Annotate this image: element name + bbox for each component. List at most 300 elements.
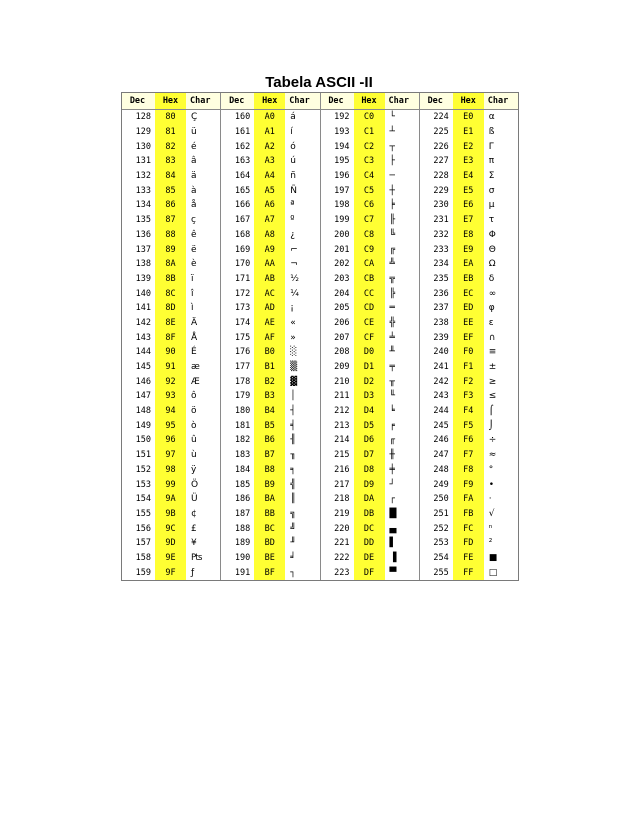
char-cell: ┼	[389, 185, 395, 196]
table-row	[420, 257, 518, 272]
hex-cell: AC	[254, 286, 285, 301]
char-cell: ╗	[290, 508, 296, 519]
table-row	[420, 154, 518, 169]
char-cell: ▐	[389, 552, 397, 563]
dec-cell: 239	[433, 332, 449, 343]
hex-cell: C2	[354, 139, 385, 154]
dec-cell: 221	[334, 538, 350, 549]
table-row	[420, 110, 518, 125]
dec-cell: 185	[234, 479, 251, 490]
table-row	[321, 418, 419, 433]
hex-cell: CF	[354, 330, 385, 345]
table-row	[122, 374, 220, 389]
hex-cell: F9	[453, 477, 484, 492]
table-row	[321, 139, 419, 154]
table-row	[221, 477, 319, 492]
hex-cell: B5	[254, 418, 285, 433]
dec-cell: 229	[433, 185, 449, 196]
dec-cell: 175	[234, 332, 251, 343]
dec-cell: 228	[433, 171, 449, 182]
char-cell: ╕	[290, 464, 296, 475]
char-cell: á	[290, 112, 296, 123]
ascii-table	[121, 92, 519, 581]
hex-header: Hex	[453, 93, 484, 109]
char-cell: ⌡	[488, 420, 494, 431]
dec-cell: 203	[334, 273, 350, 284]
char-cell: ╙	[389, 391, 395, 402]
header-row	[221, 93, 319, 110]
hex-cell: CE	[354, 316, 385, 331]
char-cell: ╒	[389, 420, 395, 431]
dec-cell: 172	[234, 288, 251, 299]
header-row	[321, 93, 419, 110]
char-cell: û	[191, 435, 197, 446]
dec-cell: 237	[433, 303, 449, 314]
char-cell: ÷	[488, 435, 497, 446]
dec-cell: 192	[334, 112, 350, 123]
hex-cell: F6	[453, 433, 484, 448]
char-cell: □	[488, 567, 498, 578]
char-cell: ╖	[290, 450, 296, 461]
dec-cell: 246	[433, 435, 449, 446]
table-row	[321, 536, 419, 551]
hex-cell: BE	[254, 551, 285, 566]
hex-cell: C3	[354, 154, 385, 169]
hex-cell: EE	[453, 316, 484, 331]
hex-cell: E8	[453, 228, 484, 243]
table-row	[420, 272, 518, 287]
char-header: Char	[289, 96, 310, 106]
table-row	[321, 316, 419, 331]
table-row	[221, 345, 319, 360]
dec-cell: 243	[433, 391, 449, 402]
dec-cell: 225	[433, 127, 449, 138]
dec-cell: 196	[334, 171, 350, 182]
table-row	[221, 257, 319, 272]
dec-cell: 165	[234, 185, 251, 196]
char-cell: ü	[191, 127, 197, 138]
dec-cell: 220	[334, 523, 350, 534]
char-header: Char	[388, 96, 409, 106]
char-cell: █	[389, 508, 397, 519]
hex-cell: 96	[155, 433, 186, 448]
hex-cell: 9C	[155, 521, 186, 536]
table-block	[220, 93, 319, 580]
table-row	[122, 521, 220, 536]
dec-cell: 219	[334, 508, 350, 519]
dec-cell: 157	[135, 538, 151, 549]
dec-cell: 134	[135, 200, 151, 211]
table-row	[321, 345, 419, 360]
dec-cell: 199	[334, 215, 350, 226]
dec-header: Dec	[328, 96, 344, 106]
table-row	[221, 536, 319, 551]
char-cell: ä	[191, 171, 197, 182]
dec-cell: 238	[433, 317, 449, 328]
dec-cell: 249	[433, 479, 449, 490]
char-cell: ╔	[389, 244, 395, 255]
table-row	[122, 257, 220, 272]
hex-cell: BF	[254, 565, 285, 580]
table-row	[321, 110, 419, 125]
dec-cell: 255	[433, 567, 449, 578]
dec-cell: 186	[234, 494, 251, 505]
dec-cell: 214	[334, 435, 350, 446]
hex-cell: FA	[453, 492, 484, 507]
char-header: Char	[190, 96, 211, 106]
dec-cell: 194	[334, 141, 350, 152]
dec-cell: 174	[234, 317, 251, 328]
char-cell: ╡	[290, 420, 296, 431]
hex-cell: FF	[453, 565, 484, 580]
char-cell: ¡	[290, 303, 294, 314]
hex-cell: FD	[453, 536, 484, 551]
hex-cell: BA	[254, 492, 285, 507]
hex-cell: DF	[354, 565, 385, 580]
table-row	[420, 286, 518, 301]
char-cell: ∩	[488, 332, 496, 343]
dec-cell: 143	[135, 332, 151, 343]
hex-cell: B3	[254, 389, 285, 404]
dec-cell: 212	[334, 406, 350, 417]
char-cell: ô	[191, 391, 197, 402]
char-cell: ╨	[389, 347, 395, 358]
hex-cell: 98	[155, 463, 186, 478]
table-row	[122, 183, 220, 198]
hex-cell: DD	[354, 536, 385, 551]
table-row	[122, 286, 220, 301]
dec-cell: 204	[334, 288, 350, 299]
hex-cell: EF	[453, 330, 484, 345]
hex-cell: E6	[453, 198, 484, 213]
table-row	[321, 507, 419, 522]
table-block	[320, 93, 419, 580]
char-cell: │	[290, 391, 296, 402]
hex-cell: E7	[453, 213, 484, 228]
dec-cell: 188	[234, 523, 251, 534]
table-row	[420, 448, 518, 463]
table-row	[420, 374, 518, 389]
dec-cell: 154	[135, 494, 151, 505]
table-row	[420, 183, 518, 198]
dec-cell: 145	[135, 362, 151, 373]
hex-cell: 82	[155, 139, 186, 154]
table-row	[221, 360, 319, 375]
dec-header: Dec	[427, 96, 443, 106]
table-row	[321, 301, 419, 316]
hex-cell: F5	[453, 418, 484, 433]
hex-cell: B9	[254, 477, 285, 492]
dec-cell: 235	[433, 273, 449, 284]
hex-cell: EB	[453, 272, 484, 287]
dec-cell: 201	[334, 244, 350, 255]
char-cell: ·	[488, 494, 492, 505]
table-row	[420, 507, 518, 522]
char-cell: Σ	[488, 171, 495, 182]
char-cell: ì	[191, 303, 194, 314]
hex-cell: E2	[453, 139, 484, 154]
table-row	[420, 360, 518, 375]
table-row	[221, 169, 319, 184]
dec-cell: 195	[334, 156, 350, 167]
char-cell: ñ	[290, 171, 296, 182]
table-row	[321, 433, 419, 448]
char-cell: ╧	[389, 332, 395, 343]
char-cell: ╘	[389, 406, 395, 417]
table-row	[221, 433, 319, 448]
char-cell: ù	[191, 450, 197, 461]
char-cell: ²	[488, 538, 493, 549]
table-row	[221, 213, 319, 228]
char-cell: ║	[290, 494, 296, 505]
dec-cell: 135	[135, 215, 151, 226]
hex-cell: E3	[453, 154, 484, 169]
hex-cell: 8B	[155, 272, 186, 287]
table-row	[122, 360, 220, 375]
dec-cell: 182	[234, 435, 251, 446]
dec-cell: 162	[234, 141, 251, 152]
dec-cell: 152	[135, 464, 151, 475]
hex-cell: 9D	[155, 536, 186, 551]
dec-cell: 251	[433, 508, 449, 519]
table-row	[122, 404, 220, 419]
hex-cell: 83	[155, 154, 186, 169]
dec-cell: 218	[334, 494, 350, 505]
table-row	[122, 433, 220, 448]
char-cell: Å	[191, 332, 198, 343]
table-row	[321, 551, 419, 566]
hex-cell: D0	[354, 345, 385, 360]
char-cell: ╪	[389, 464, 395, 475]
dec-cell: 208	[334, 347, 350, 358]
table-row	[321, 448, 419, 463]
table-row	[420, 404, 518, 419]
char-cell: ╬	[389, 317, 395, 328]
dec-cell: 130	[135, 141, 151, 152]
hex-cell: E4	[453, 169, 484, 184]
hex-cell: D3	[354, 389, 385, 404]
hex-cell: FB	[453, 507, 484, 522]
table-row	[122, 507, 220, 522]
hex-cell: 90	[155, 345, 186, 360]
table-row	[122, 242, 220, 257]
dec-cell: 200	[334, 229, 350, 240]
table-row	[420, 169, 518, 184]
dec-cell: 197	[334, 185, 350, 196]
dec-cell: 178	[234, 376, 251, 387]
hex-cell: DA	[354, 492, 385, 507]
dec-cell: 144	[135, 347, 151, 358]
table-row	[122, 330, 220, 345]
dec-cell: 183	[234, 450, 251, 461]
dec-cell: 153	[135, 479, 151, 490]
table-row	[321, 389, 419, 404]
dec-cell: 207	[334, 332, 350, 343]
char-cell: µ	[488, 200, 495, 211]
table-row	[122, 316, 220, 331]
hex-cell: A8	[254, 228, 285, 243]
dec-cell: 191	[234, 567, 251, 578]
char-cell: è	[191, 259, 197, 270]
table-row	[221, 154, 319, 169]
char-cell: ò	[191, 420, 197, 431]
char-cell: ¥	[191, 538, 197, 549]
table-row	[122, 154, 220, 169]
hex-cell: 8A	[155, 257, 186, 272]
dec-cell: 146	[135, 376, 151, 387]
hex-cell: B2	[254, 374, 285, 389]
dec-cell: 240	[433, 347, 449, 358]
dec-cell: 168	[234, 229, 251, 240]
char-cell: Ç	[191, 112, 198, 123]
char-cell: ╢	[290, 435, 296, 446]
table-row	[420, 228, 518, 243]
hex-cell: F8	[453, 463, 484, 478]
char-cell: ╜	[290, 538, 296, 549]
dec-cell: 231	[433, 215, 449, 226]
hex-cell: F2	[453, 374, 484, 389]
hex-cell: D8	[354, 463, 385, 478]
dec-cell: 170	[234, 259, 251, 270]
hex-cell: AB	[254, 272, 285, 287]
dec-cell: 210	[334, 376, 350, 387]
dec-cell: 133	[135, 185, 151, 196]
table-row	[321, 257, 419, 272]
table-row	[420, 139, 518, 154]
char-cell: ╠	[389, 288, 395, 299]
table-row	[321, 477, 419, 492]
page-title: Tabela ASCII -II	[265, 74, 373, 91]
table-row	[321, 521, 419, 536]
table-row	[420, 492, 518, 507]
dec-cell: 253	[433, 538, 449, 549]
hex-cell: 89	[155, 242, 186, 257]
hex-cell: EC	[453, 286, 484, 301]
hex-cell: BD	[254, 536, 285, 551]
hex-cell: B8	[254, 463, 285, 478]
hex-cell: D2	[354, 374, 385, 389]
table-row	[221, 565, 319, 580]
hex-cell: A0	[254, 110, 285, 125]
dec-cell: 213	[334, 420, 350, 431]
hex-cell: 85	[155, 183, 186, 198]
hex-header: Hex	[354, 93, 385, 109]
hex-cell: 86	[155, 198, 186, 213]
table-row	[221, 418, 319, 433]
table-row	[321, 463, 419, 478]
char-cell: â	[191, 156, 197, 167]
table-row	[221, 272, 319, 287]
char-cell: ┐	[290, 567, 296, 578]
char-cell: ¬	[290, 259, 298, 270]
char-cell: ┬	[389, 141, 395, 152]
hex-cell: C8	[354, 228, 385, 243]
hex-cell: EA	[453, 257, 484, 272]
hex-cell: ED	[453, 301, 484, 316]
hex-cell: A3	[254, 154, 285, 169]
char-cell: └	[389, 112, 395, 123]
dec-cell: 142	[135, 317, 151, 328]
hex-cell: B6	[254, 433, 285, 448]
hex-cell: C4	[354, 169, 385, 184]
hex-cell: E5	[453, 183, 484, 198]
table-row	[321, 213, 419, 228]
table-row	[122, 536, 220, 551]
table-row	[420, 477, 518, 492]
dec-cell: 150	[135, 435, 151, 446]
char-header: Char	[487, 96, 509, 106]
table-row	[122, 272, 220, 287]
table-block	[419, 93, 518, 580]
table-row	[122, 169, 220, 184]
dec-cell: 181	[234, 420, 251, 431]
char-cell: ╓	[389, 435, 395, 446]
hex-cell: 9E	[155, 551, 186, 566]
char-cell: α	[488, 112, 495, 123]
dec-cell: 216	[334, 464, 350, 475]
char-cell: Ω	[488, 259, 496, 270]
char-cell: ├	[389, 156, 395, 167]
dec-cell: 232	[433, 229, 449, 240]
hex-cell: DC	[354, 521, 385, 536]
hex-cell: C5	[354, 183, 385, 198]
hex-cell: 8C	[155, 286, 186, 301]
dec-cell: 222	[334, 552, 350, 563]
char-cell: ░	[290, 347, 298, 358]
table-row	[420, 418, 518, 433]
dec-cell: 128	[135, 112, 151, 123]
hex-cell: 9F	[155, 565, 186, 580]
char-cell: ▒	[290, 362, 298, 373]
dec-cell: 241	[433, 362, 449, 373]
table-row	[420, 345, 518, 360]
dec-cell: 252	[433, 523, 449, 534]
hex-cell: D6	[354, 433, 385, 448]
hex-cell: BB	[254, 507, 285, 522]
hex-cell: 80	[155, 110, 186, 125]
dec-cell: 131	[135, 156, 151, 167]
char-cell: ï	[191, 273, 194, 284]
table-row	[221, 389, 319, 404]
hex-cell: 91	[155, 360, 186, 375]
hex-cell: AE	[254, 316, 285, 331]
table-row	[221, 492, 319, 507]
dec-cell: 217	[334, 479, 350, 490]
char-cell: Φ	[488, 229, 496, 240]
char-cell: ≈	[488, 450, 497, 461]
dec-cell: 173	[234, 303, 251, 314]
dec-cell: 190	[234, 552, 251, 563]
hex-cell: D1	[354, 360, 385, 375]
char-cell: ë	[191, 244, 197, 255]
dec-cell: 236	[433, 288, 449, 299]
table-row	[321, 169, 419, 184]
char-cell: ╥	[389, 376, 395, 387]
char-cell: £	[191, 523, 197, 534]
dec-cell: 242	[433, 376, 449, 387]
char-cell: √	[488, 508, 495, 519]
hex-cell: 99	[155, 477, 186, 492]
hex-cell: B0	[254, 345, 285, 360]
char-cell: í	[290, 127, 293, 138]
dec-cell: 202	[334, 259, 350, 270]
char-cell: ┤	[290, 406, 296, 417]
table-row	[420, 125, 518, 140]
dec-cell: 248	[433, 464, 449, 475]
hex-cell: FE	[453, 551, 484, 566]
char-cell: à	[191, 185, 197, 196]
dec-cell: 193	[334, 127, 350, 138]
